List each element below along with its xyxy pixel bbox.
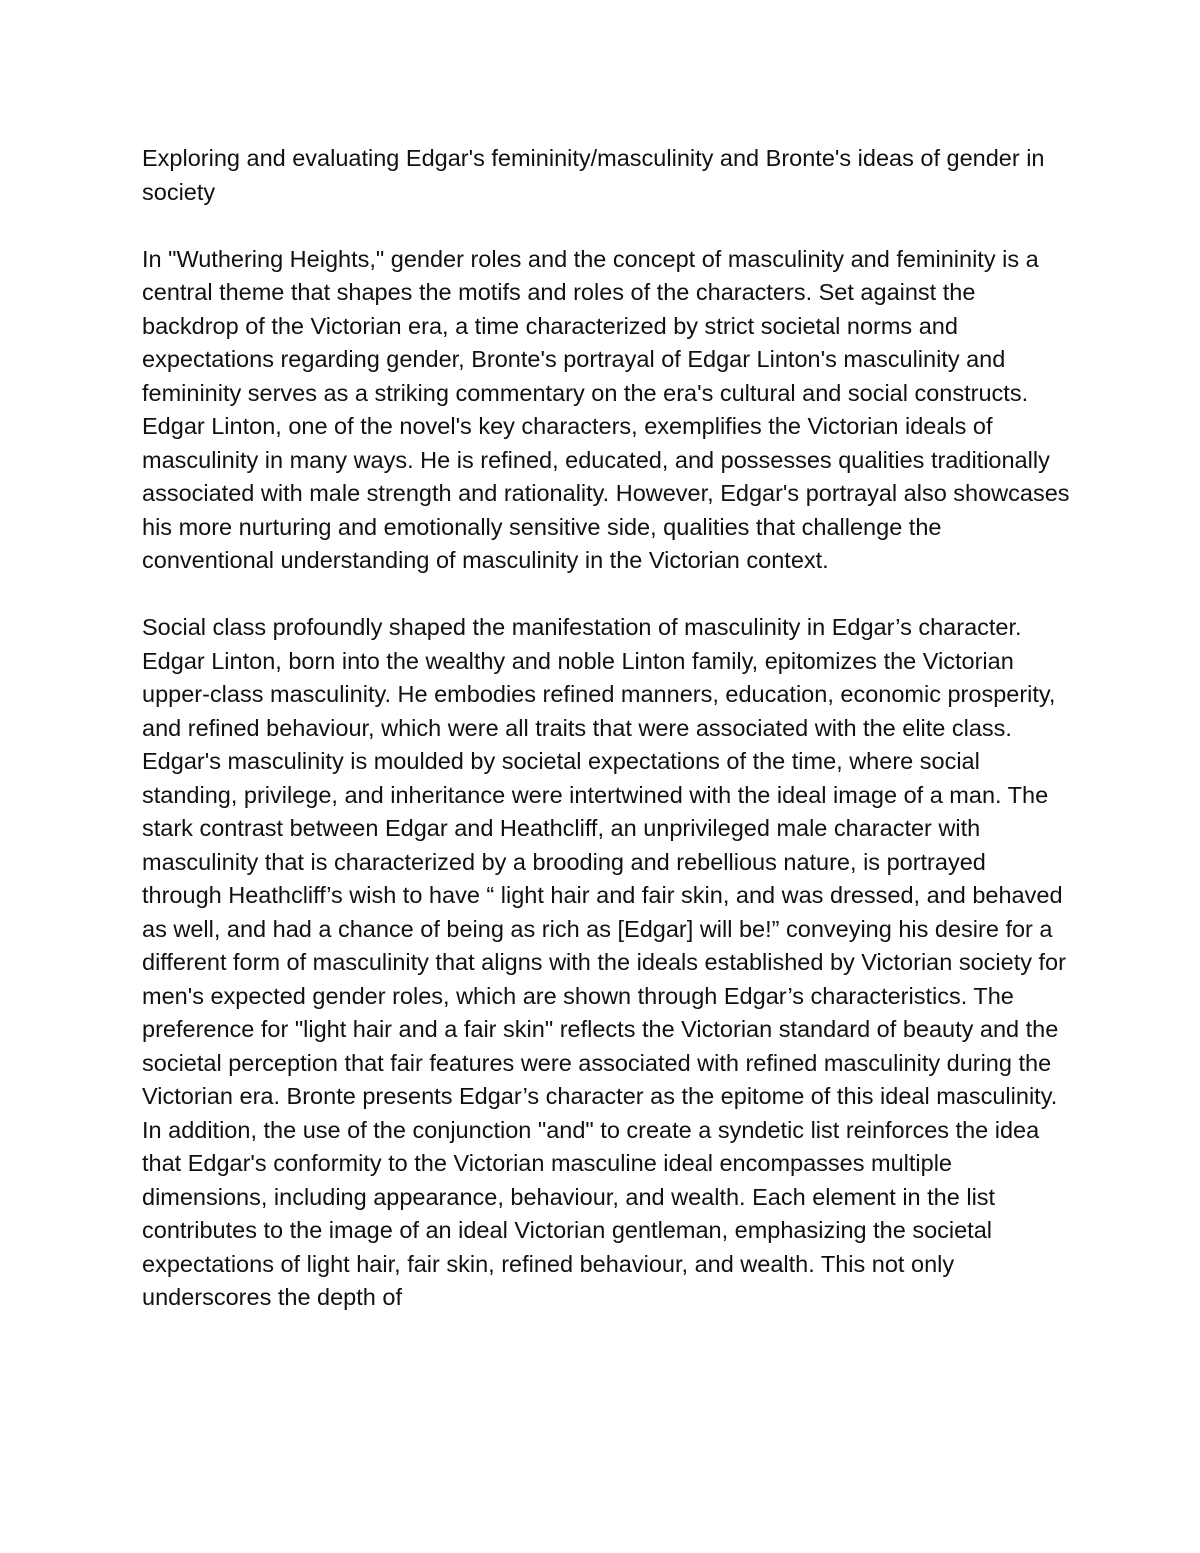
document-title: Exploring and evaluating Edgar's femininity/masculinity and Bronte's ideas of gender in society [142, 145, 1045, 205]
paragraph-intro: In "Wuthering Heights," gender roles and the concept of masculinity and femininity is a central theme that shapes the motifs and roles of the characters. Set against the backdrop of the Victorian era, a time characterized by strict societal norms and expectations regarding gender, Bronte's portrayal of Edgar Linton's masculinity and femininity serves as a striking commentary on the era's cultural and social constructs. Edgar Linton, one of the novel's key characters, exemplifies the Victorian ideals of masculinity in many ways. He is refined, educated, and possesses qualities traditionally associated with male strength and rationality. However, Edgar's portrayal also showcases his more nurturing and emotionally sensitive side, qualities that challenge the conventional understanding of masculinity in the Victorian context. [142, 245, 1070, 573]
document-body [142, 142, 1072, 1315]
paragraph-social-class: Social class profoundly shaped the manifestation of masculinity in Edgar’s character. Edgar Linton, born into the wealthy and noble Linton family, epitomizes the Victorian upper-class masculinity. He embodies refined manners, education, economic prosperity, and refined behaviour, which were all traits that were associated with the elite class. Edgar's masculinity is moulded by societal expectations of the time, where social standing, privilege, and inheritance were intertwined with the ideal image of a man. The stark contrast between Edgar and Heathcliff, an unprivileged male character with masculinity that is characterized by a brooding and rebellious nature, is portrayed through Heathcliff’s wish to have “ light hair and fair skin, and was dressed, and behaved as well, and had a chance of being as rich as [Edgar] will be!” conveying his desire for a different form of masculinity that aligns with the ideals established by Victorian society for men's expected gender roles, which are shown through Edgar’s characteristics. The preference for "light hair and a fair skin" reflects the Victorian standard of beauty and the societal perception that fair features were associated with refined masculinity during the Victorian era. Bronte presents Edgar’s character as the epitome of this ideal masculinity. In addition, the use of the conjunction "and" to create a syndetic list reinforces the idea that Edgar's conformity to the Victorian masculine ideal encompasses multiple dimensions, including appearance, behaviour, and wealth. Each element in the list contributes to the image of an ideal Victorian gentleman, emphasizing the societal expectations of light hair, fair skin, refined behaviour, and wealth. This not only underscores the depth of [142, 614, 1066, 1310]
